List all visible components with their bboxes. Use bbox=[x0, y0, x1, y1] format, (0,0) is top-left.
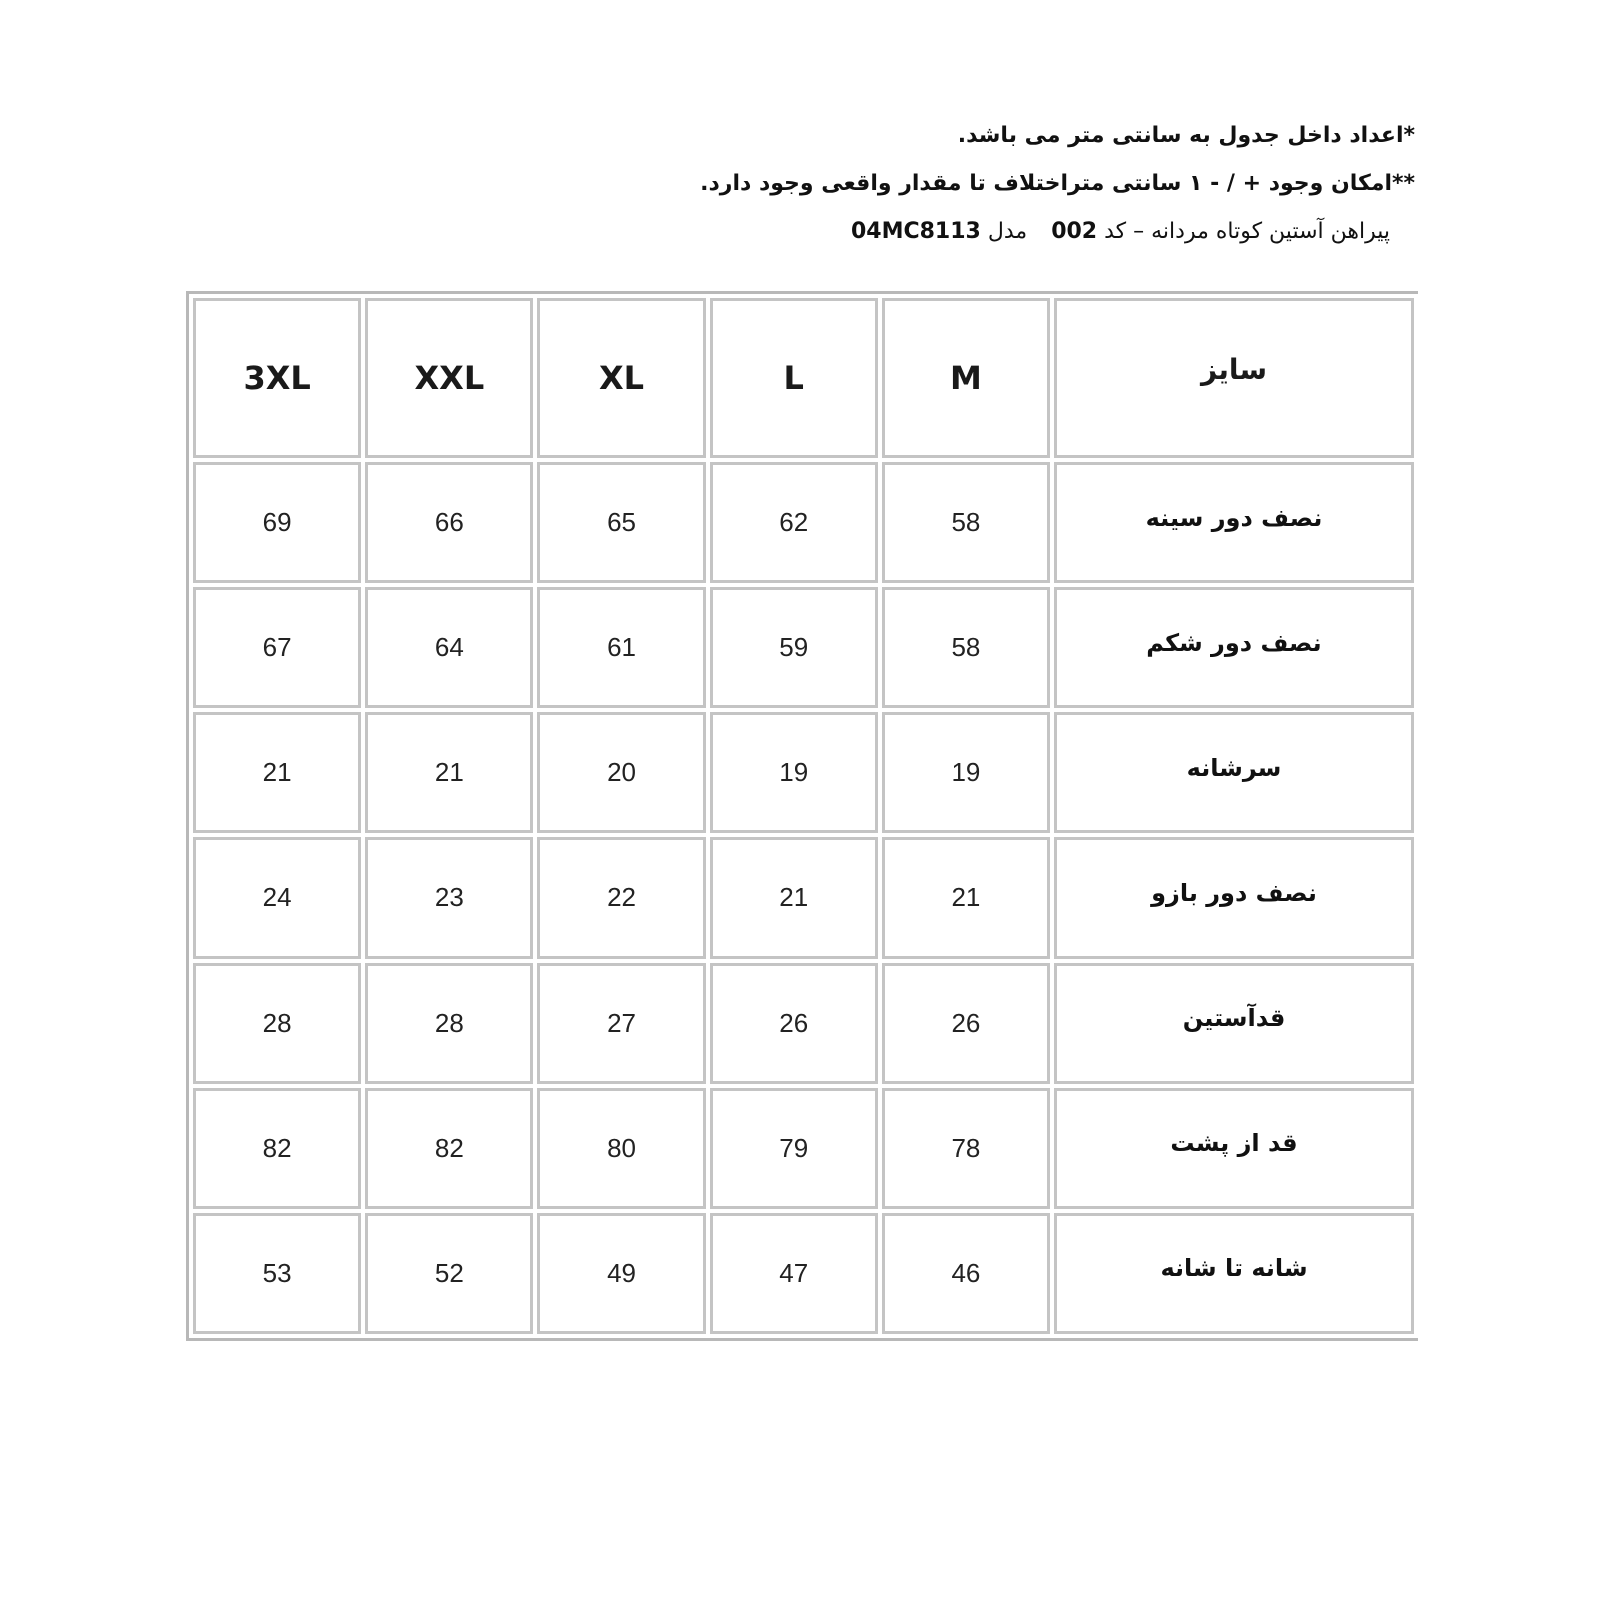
table-cell: 80 bbox=[537, 1088, 705, 1209]
tolerance-note: **امکان وجود + / - ۱ سانتی متراختلاف تا مقدار واقعی وجود دارد. bbox=[700, 171, 1415, 196]
table-cell: 23 bbox=[365, 837, 533, 958]
table-cell: 79 bbox=[710, 1088, 878, 1209]
table-cell: 52 bbox=[365, 1213, 533, 1334]
table-cell: 78 bbox=[882, 1088, 1050, 1209]
row-label: قد از پشت bbox=[1054, 1088, 1414, 1209]
table-cell: 59 bbox=[710, 587, 878, 708]
table-cell: 24 bbox=[193, 837, 361, 958]
row-label: سرشانه bbox=[1054, 712, 1414, 833]
table-cell: 46 bbox=[882, 1213, 1050, 1334]
table-cell: 65 bbox=[537, 462, 705, 583]
table-cell: 53 bbox=[193, 1213, 361, 1334]
row-label: نصف دور سینه bbox=[1054, 462, 1414, 583]
table-cell: 21 bbox=[193, 712, 361, 833]
model-label: مدل bbox=[987, 219, 1028, 244]
table-cell: 62 bbox=[710, 462, 878, 583]
table-cell: 58 bbox=[882, 462, 1050, 583]
row-label: نصف دور شکم bbox=[1054, 587, 1414, 708]
size-header-m: M bbox=[882, 298, 1050, 458]
table-cell: 20 bbox=[537, 712, 705, 833]
table-cell: 49 bbox=[537, 1213, 705, 1334]
table-row bbox=[193, 712, 1414, 833]
table-cell: 47 bbox=[710, 1213, 878, 1334]
size-header-3xl: 3XL bbox=[193, 298, 361, 458]
table-header-row bbox=[193, 298, 1414, 458]
notes-block bbox=[615, 112, 1415, 256]
table-row bbox=[193, 837, 1414, 958]
table-cell: 26 bbox=[710, 963, 878, 1084]
table-row bbox=[193, 1213, 1414, 1334]
size-header-xl: XL bbox=[537, 298, 705, 458]
table-cell: 64 bbox=[365, 587, 533, 708]
table-cell: 21 bbox=[882, 837, 1050, 958]
table-cell: 19 bbox=[710, 712, 878, 833]
table-cell: 22 bbox=[537, 837, 705, 958]
product-name: پیراهن آستین کوتاه مردانه – کد bbox=[1104, 219, 1390, 244]
row-label: قدآستین bbox=[1054, 963, 1414, 1084]
product-code: 002 bbox=[1051, 219, 1098, 244]
table-cell: 21 bbox=[365, 712, 533, 833]
size-table-frame bbox=[186, 291, 1418, 1341]
table-cell: 67 bbox=[193, 587, 361, 708]
product-title bbox=[615, 208, 1390, 256]
table-row bbox=[193, 1088, 1414, 1209]
table-row bbox=[193, 587, 1414, 708]
table-cell: 26 bbox=[882, 963, 1050, 1084]
row-label: نصف دور بازو bbox=[1054, 837, 1414, 958]
table-cell: 19 bbox=[882, 712, 1050, 833]
table-cell: 28 bbox=[365, 963, 533, 1084]
table-cell: 61 bbox=[537, 587, 705, 708]
table-cell: 27 bbox=[537, 963, 705, 1084]
unit-note: *اعداد داخل جدول به سانتی متر می باشد. bbox=[957, 123, 1415, 148]
size-header-label: سایز bbox=[1054, 298, 1414, 458]
table-cell: 82 bbox=[365, 1088, 533, 1209]
table-row bbox=[193, 462, 1414, 583]
table-cell: 58 bbox=[882, 587, 1050, 708]
model-code: 04MC8113 bbox=[850, 219, 981, 244]
table-cell: 28 bbox=[193, 963, 361, 1084]
table-cell: 66 bbox=[365, 462, 533, 583]
table-row bbox=[193, 963, 1414, 1084]
size-header-l: L bbox=[710, 298, 878, 458]
table-cell: 21 bbox=[710, 837, 878, 958]
table-cell: 82 bbox=[193, 1088, 361, 1209]
size-header-xxl: XXL bbox=[365, 298, 533, 458]
size-table bbox=[189, 294, 1418, 1338]
row-label: شانه تا شانه bbox=[1054, 1213, 1414, 1334]
table-cell: 69 bbox=[193, 462, 361, 583]
